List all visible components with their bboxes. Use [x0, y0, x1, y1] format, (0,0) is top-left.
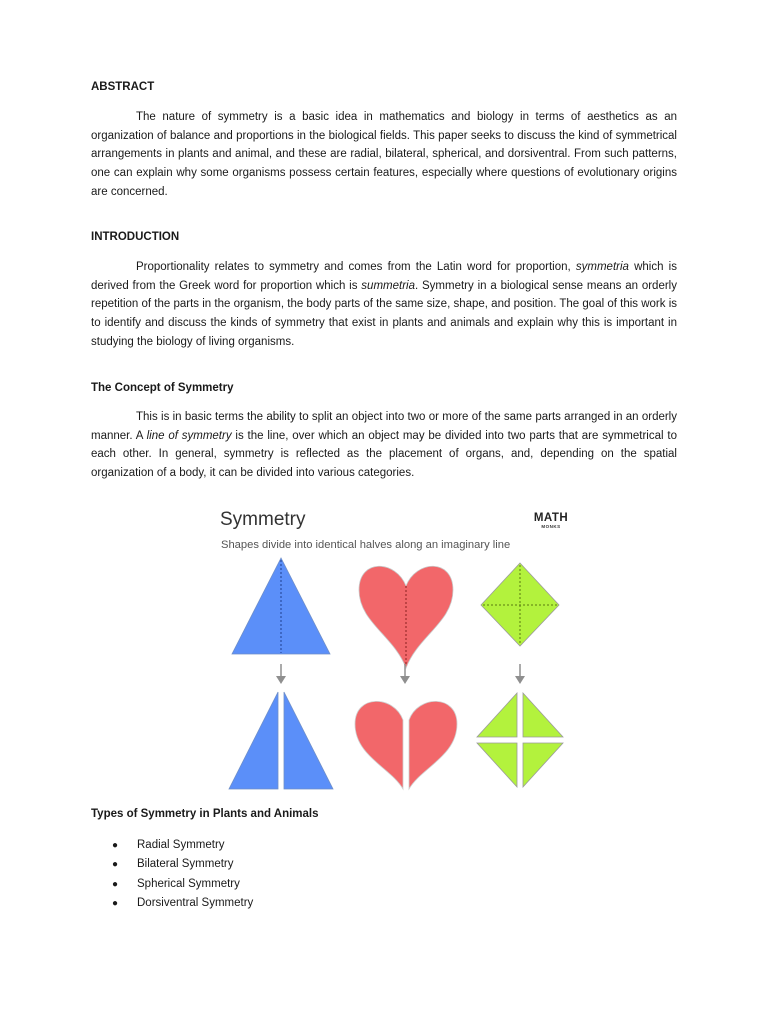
concept-text-2: is the line, over which an object may be divided into two parts that are symmetrical to each other. In general, symmetry is reflected as the placement of organs, and, depending on the spatial organization of a body, it can be divided into various categories. [91, 429, 677, 480]
triangle-whole [232, 558, 330, 654]
intro-term-summetria: summetria [361, 279, 415, 292]
list-item-label: Bilateral Symmetry [137, 858, 234, 871]
triangle-halves [229, 692, 333, 789]
list-item [110, 875, 253, 894]
concept-heading: The Concept of Symmetry [91, 382, 234, 394]
kite-whole [481, 563, 559, 646]
concept-term-line-of-symmetry: line of symmetry [146, 429, 232, 442]
concept-text-1: This is in basic terms the ability to split an object into two or more of the same parts arranged in an orderly manner. A [91, 411, 677, 442]
concept-paragraph [91, 408, 677, 483]
intro-term-symmetria: symmetria [575, 261, 629, 273]
list-item [110, 894, 253, 913]
list-item [110, 855, 253, 874]
bullet-icon: ● [112, 840, 119, 851]
introduction-heading: INTRODUCTION [91, 231, 180, 243]
list-item-label: Dorsiventral Symmetry [137, 897, 254, 910]
bullet-icon: ● [112, 898, 119, 910]
kite-quarters [477, 693, 563, 787]
intro-text-1: Proportionality relates to symmetry and comes from the Latin word for proportion, [136, 261, 571, 273]
intro-text-3: . Symmetry in a biological sense means an orderly repetition of the parts in the organism, the body parts of the same size, shape, and position. The goal of this work is to identify and discuss the kinds of symmetry that exist in plants and animals and explain why this is important in studying the biology of living organisms. [91, 279, 677, 348]
bullet-icon: ● [112, 878, 119, 890]
symmetry-figure [216, 506, 582, 794]
list-item-label: Spherical Symmetry [137, 877, 240, 890]
arrow-kite [515, 664, 525, 684]
figure-title: Symmetry [220, 509, 306, 530]
types-list [110, 836, 253, 914]
list-item-label: Radial Symmetry [137, 839, 225, 851]
logo-sub-text: MONKS [541, 524, 561, 529]
types-heading: Types of Symmetry in Plants and Animals [91, 808, 319, 820]
logo-main-text: MATH [533, 512, 569, 524]
heart-halves [355, 701, 457, 789]
intro-text-2: which is derived from the Greek word for proportion which is [91, 261, 677, 292]
heart-whole [359, 566, 453, 668]
figure-subtitle: Shapes divide into identical halves along an imaginary line [221, 539, 511, 551]
abstract-heading: ABSTRACT [91, 81, 155, 93]
list-item [110, 836, 253, 855]
bullet-icon: ● [112, 859, 119, 871]
introduction-paragraph [91, 258, 677, 352]
math-monks-logo [529, 512, 573, 530]
abstract-paragraph: The nature of symmetry is a basic idea in mathematics and biology in terms of aesthetics as an organization of balance and proportions in the biological fields. This paper seeks to discuss the kind of symmetrical arrangements in plants and animal, and these are radial, bilateral, spherical, and dorsiventral. From such patterns, one can explain why some organisms possess certain features, especially where questions of evolutionary origins are concerned. [91, 111, 677, 198]
arrow-heart [400, 664, 410, 684]
arrow-triangle [276, 664, 286, 684]
